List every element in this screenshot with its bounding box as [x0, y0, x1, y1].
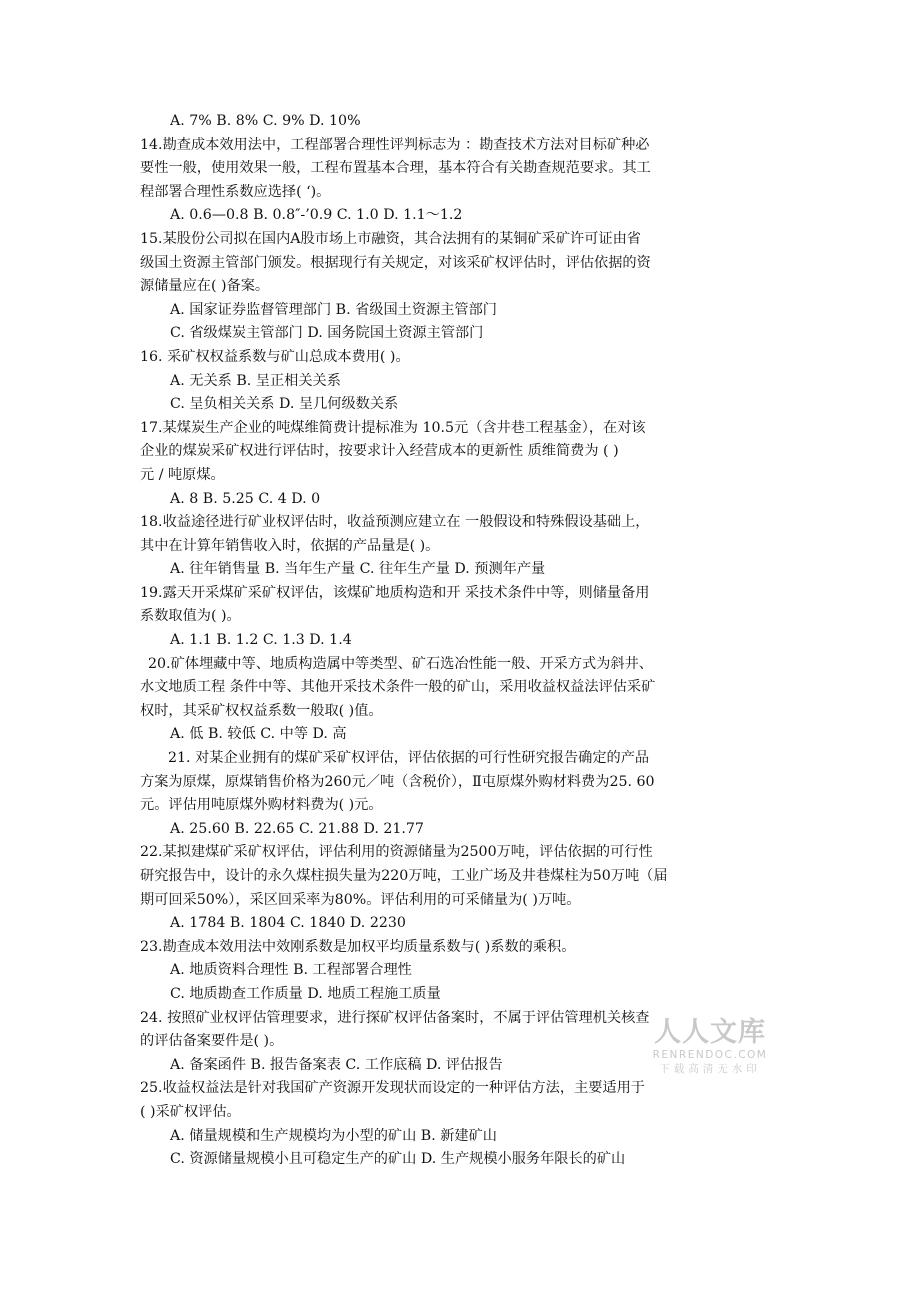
- text-line: 方案为原煤，原煤销售价格为260元／吨（含税价），Ⅱ屯原煤外购材料费为25. 60: [140, 773, 655, 790]
- text-line: 源储量应在( )备案。: [140, 278, 270, 295]
- text-line: 18.收益途径进行矿业权评估时，收益预测应建立在 一般假设和特殊假设基础上，: [140, 514, 650, 531]
- text-line: ( )采矿权评估。: [140, 1103, 241, 1120]
- text-line: A. 无关系 B. 呈正相关关系: [170, 372, 341, 389]
- text-line: 系数取值为( )。: [140, 608, 241, 625]
- text-line: A. 1784 B. 1804 C. 1840 D. 2230: [170, 915, 406, 932]
- text-line: 企业的煤炭采矿权进行评估时，按要求计入经营成本的更新性 质维简费为 ( ): [140, 443, 619, 460]
- text-line: 级国土资源主管部门颁发。根据现行有关规定，对该采矿权评估时，评估依据的资: [140, 254, 651, 271]
- text-line: 24. 按照矿业权评估管理要求，进行探矿权评估备案时，不属于评估管理机关核查: [140, 1009, 650, 1026]
- document-body: [140, 110, 740, 1172]
- text-line: 25.收益权益法是针对我国矿产资源开发现状而设定的一种评估方法，主要适用于: [140, 1080, 645, 1097]
- watermark-tagline: 下载高清无水印: [659, 1063, 761, 1075]
- text-line: 20.矿体埋藏中等、地质构造属中等类型、矿石选冶性能一般、开采方式为斜井、: [148, 655, 653, 672]
- watermark-brand: 人人文库: [654, 1017, 766, 1048]
- text-line: A. 备案函件 B. 报告备案表 C. 工作底稿 D. 评估报告: [170, 1056, 503, 1073]
- text-line: 程部署合理性系数应选择( ‘)。: [140, 183, 331, 200]
- text-line: 其中在计算年销售收入时，依据的产品量是( )。: [140, 537, 440, 554]
- text-line: A. 25.60 B. 22.65 C. 21.88 D. 21.77: [170, 820, 424, 837]
- text-line: 权时，其采矿权权益系数一般取( )值。: [140, 702, 383, 719]
- text-line: C. 省级煤炭主管部门 D. 国务院国土资源主管部门: [170, 325, 484, 342]
- text-line: C. 资源储量规模小且可稳定生产的矿山 D. 生产规模小服务年限长的矿山: [170, 1151, 626, 1168]
- text-line: 的评估备案要件是( )。: [140, 1033, 284, 1050]
- text-line: 要性一般，使用效果一般，工程布置基本合理，基本符合有关勘查规范要求。其工: [140, 160, 651, 177]
- text-line: 14.勘查成本效用法中，工程部署合理性评判标志为 ：勘查技术方法对目标矿种必: [140, 136, 650, 153]
- text-line: A. 7% B. 8% C. 9% D. 10%: [170, 113, 361, 129]
- text-line: 元。评估用吨原煤外购材料费为( )元。: [140, 797, 383, 814]
- watermark: [645, 1018, 775, 1076]
- text-line: A. 0.6—0.8 B. 0.8″-’0.9 C. 1.0 D. 1.1～1.2: [170, 207, 463, 224]
- text-line: 17.某煤炭生产企业的吨煤维简费计提标准为 10.5元（含井巷工程基金），在对该: [140, 419, 646, 436]
- text-line: 期可回采50%），采区回采率为80%。评估利用的可采储量为( )万吨。: [140, 891, 581, 908]
- text-line: A. 往年销售量 B. 当年生产量 C. 往年生产量 D. 预测年产量: [170, 561, 546, 578]
- text-line: A. 1.1 B. 1.2 C. 1.3 D. 1.4: [170, 632, 352, 649]
- text-line: 19.露天开采煤矿采矿权评估，该煤矿地质构造和开 采技术条件中等，则储量备用: [140, 584, 650, 601]
- text-line: 23.勘查成本效用法中效刚系数是加权平均质量系数与( )系数的乘积。: [140, 938, 576, 955]
- text-line: 元 / 吨原煤。: [140, 466, 225, 483]
- text-line: C. 呈负相关关系 D. 呈几何级数关系: [170, 396, 399, 413]
- text-line: 22.某拟建煤矿采矿权评估，评估利用的资源储量为2500万吨，评估依据的可行性: [140, 844, 653, 861]
- text-line: 21. 对某企业拥有的煤矿采矿权评估，评估依据的可行性研究报告确定的产品: [168, 750, 650, 767]
- text-line: 研究报告中，设计的永久煤柱损失量为220万吨，工业广场及井巷煤柱为50万吨（届: [140, 868, 668, 884]
- text-line: A. 8 B. 5.25 C. 4 D. 0: [170, 490, 321, 507]
- text-line: 15.某股份公司拟在国内A股市场上市融资，其合法拥有的某铜矿采矿许可证由省: [140, 230, 641, 247]
- text-line: A. 国家证券监督管理部门 B. 省级国土资源主管部门: [170, 301, 497, 318]
- text-line: C. 地质勘查工作质量 D. 地质工程施工质量: [170, 985, 441, 1002]
- watermark-url: RENRENDOC.COM: [652, 1049, 768, 1061]
- text-line: A. 低 B. 较低 C. 中等 D. 高: [170, 726, 347, 743]
- text-line: 水文地质工程 条件中等、其他开采技术条件一般的矿山，采用收益权益法评估采矿: [140, 679, 656, 696]
- text-line: 16. 采矿权权益系数与矿山总成本费用( )。: [140, 348, 410, 365]
- text-line: A. 储量规模和生产规模均为小型的矿山 B. 新建矿山: [170, 1127, 497, 1144]
- text-line: A. 地质资料合理性 B. 工程部署合理性: [170, 962, 412, 979]
